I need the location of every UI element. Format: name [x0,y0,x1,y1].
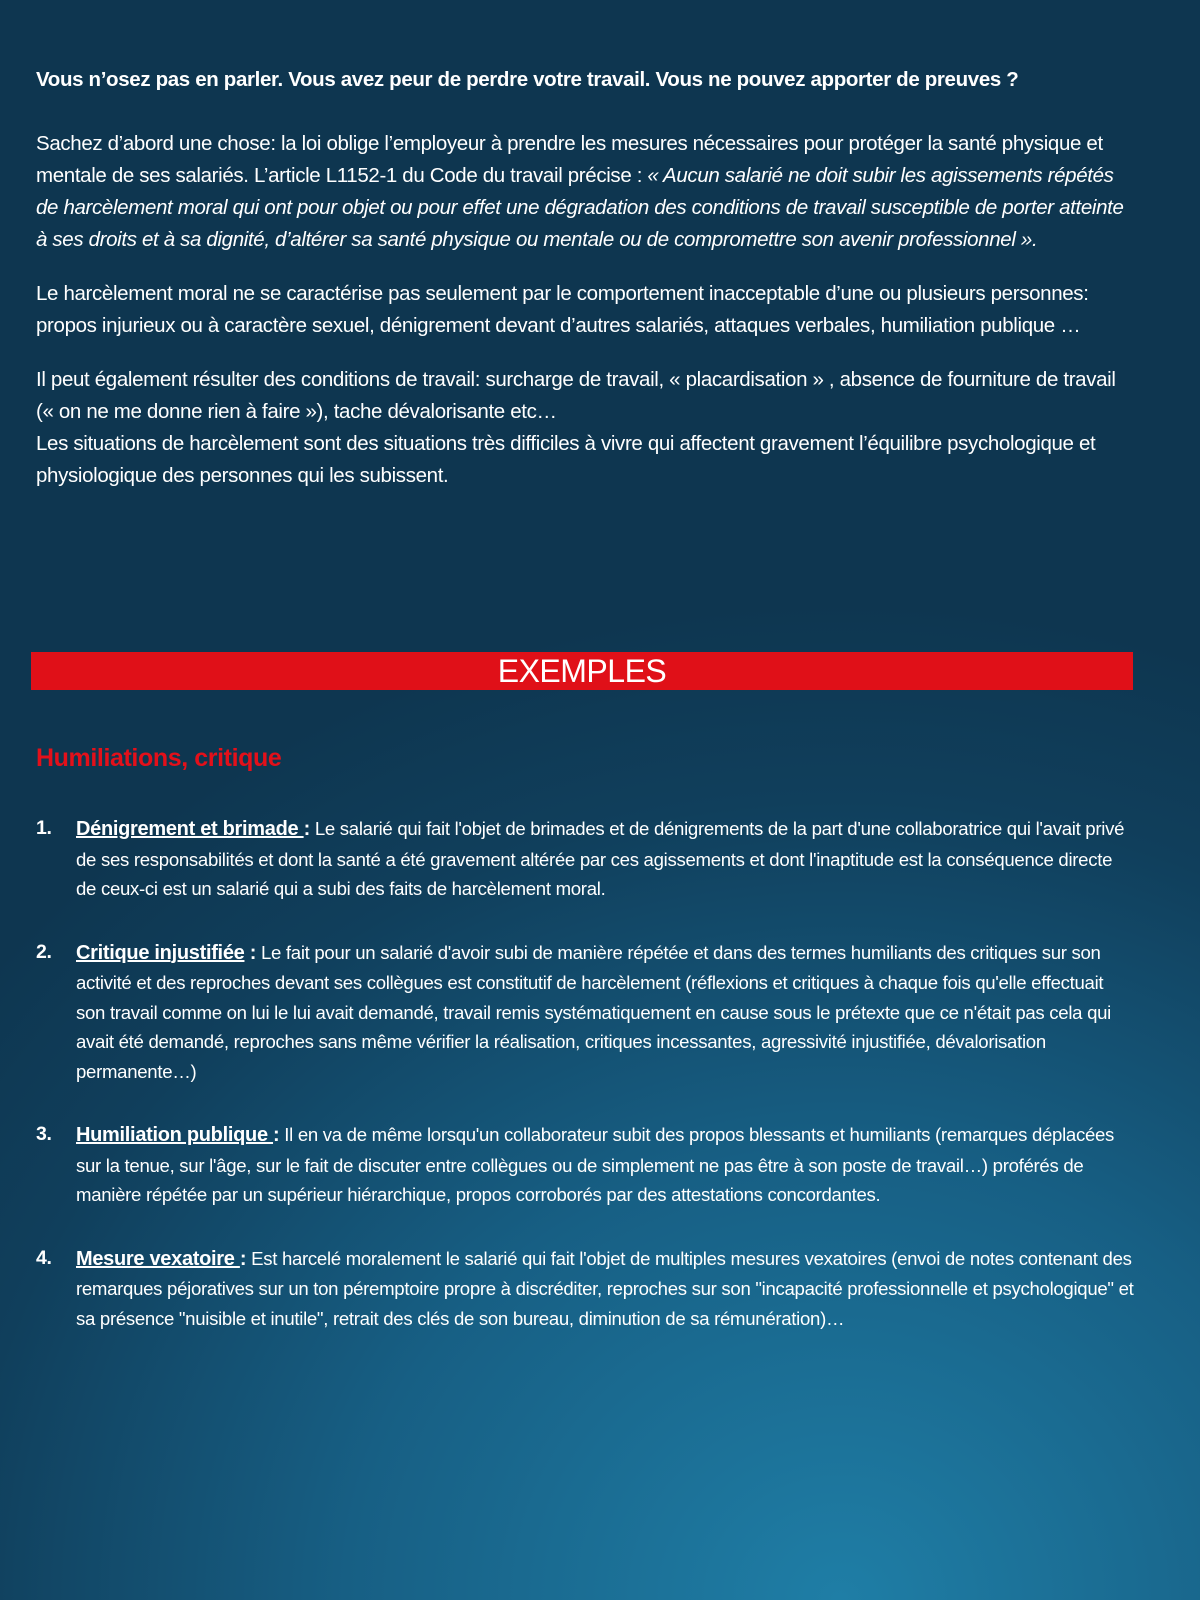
item-colon: : [303,818,310,840]
lead-question: Vous n’osez pas en parler. Vous avez peur de perdre votre travail. Vous ne pouvez apporter de preuves ? [36,68,1019,91]
item-number: 3. [36,1123,52,1145]
item-text: Il en va de même lorsqu'un collaborateur subit des propos blessants et humiliants (remarques déplacées sur la tenue, sur l'âge, sur le fait de discuter entre collègues ou de simplement ne pas être à son poste de travail…) proférés de manière répétée par un supérieur hiérarchique, propos corroborés par des attestations concordantes. [76,1124,1115,1205]
example-item [36,938,1136,1087]
item-colon: : [239,1247,247,1270]
law-text: Sachez d’abord une chose: la loi oblige l’employeur à prendre les mesures nécessaires pour protéger la santé physique et mentale de ses salariés. L’article L1152-1 du Code du travail précise : [36,132,1103,187]
examples-list [36,814,1136,1367]
item-text: Est harcelé moralement le salarié qui fait l'objet de multiples mesures vexatoires (envoi de notes contenant des remarques péjoratives sur un ton péremptoire propre à discréditer, reproches sur son "incapacité professionnelle et psychologique" et sa présence "nuisible et inutile", retrait des clés de son bureau, diminution de sa rémunération)… [76,1247,1134,1329]
item-title: Critique injustifiée [76,941,245,964]
intro-section [36,64,1136,492]
item-number: 4. [36,1246,52,1269]
item-title: Dénigrement et brimade [76,818,304,840]
item-text: Le salarié qui fait l'objet de brimades et de dénigrements de la part d'une collaboratrice qui l'avait privé de ses responsabilités et dont la santé a été gravement altérée par ces agissements et dont l'inaptitude est la conséquence directe de ceux-ci est un salarié qui a subi des faits de harcèlement moral. [76,818,1125,899]
definition-paragraph: Le harcèlement moral ne se caractérise pas seulement par le comportement inacceptable d’une ou plusieurs personnes: propos injurieux ou à caractère sexuel, dénigrement devant d’autres salariés, attaques verbales, humiliation publique … [36,282,1089,337]
item-number: 1. [36,817,52,839]
item-title: Humiliation publique [76,1124,274,1146]
item-colon: : [273,1124,280,1146]
example-item [36,1120,1136,1210]
item-text: Le fait pour un salarié d'avoir subi de manière répétée et dans des termes humiliants des critiques sur son activité et des reproches devant ses collègues est constitutif de harcèlement (réflexions et critiques à chaque fois qu'elle effectuait son travail comme on lui le lui avait demandé, travail remis systématiquement en cause sous le prétexte que ce n'était pas cela qui avait été demandé, reproches sans même vérifier la réalisation, critiques incessantes, agressivité injustifiée, dévalorisation permanente…) [76,941,1111,1082]
conditions-paragraph: Il peut également résulter des conditions de travail: surcharge de travail, « placardisation » , absence de fourniture de travail (« on ne me donne rien à faire »), tache dévalorisante etc… [36,368,1116,423]
item-colon: : [244,941,257,964]
example-item [36,1244,1136,1334]
examples-banner: EXEMPLES [31,652,1133,690]
item-title: Mesure vexatoire [76,1247,240,1270]
law-quote: « Aucun salarié ne doit subir les agissements répétés de harcèlement moral qui ont pour objet ou pour effet une dégradation des conditions de travail susceptible de porter atteinte à ses droits et à sa dignité, d’altérer sa santé physique ou mentale ou de compromettre son avenir professionnel ». [36,164,1124,251]
law-paragraph [36,128,1136,256]
example-item [36,814,1136,904]
item-number: 2. [36,940,52,963]
subheading: Humiliations, critique [36,744,282,772]
consequences-paragraph: Les situations de harcèlement sont des situations très difficiles à vivre qui affectent gravement l’équilibre psychologique et physiologique des personnes qui les subissent. [36,432,1096,487]
